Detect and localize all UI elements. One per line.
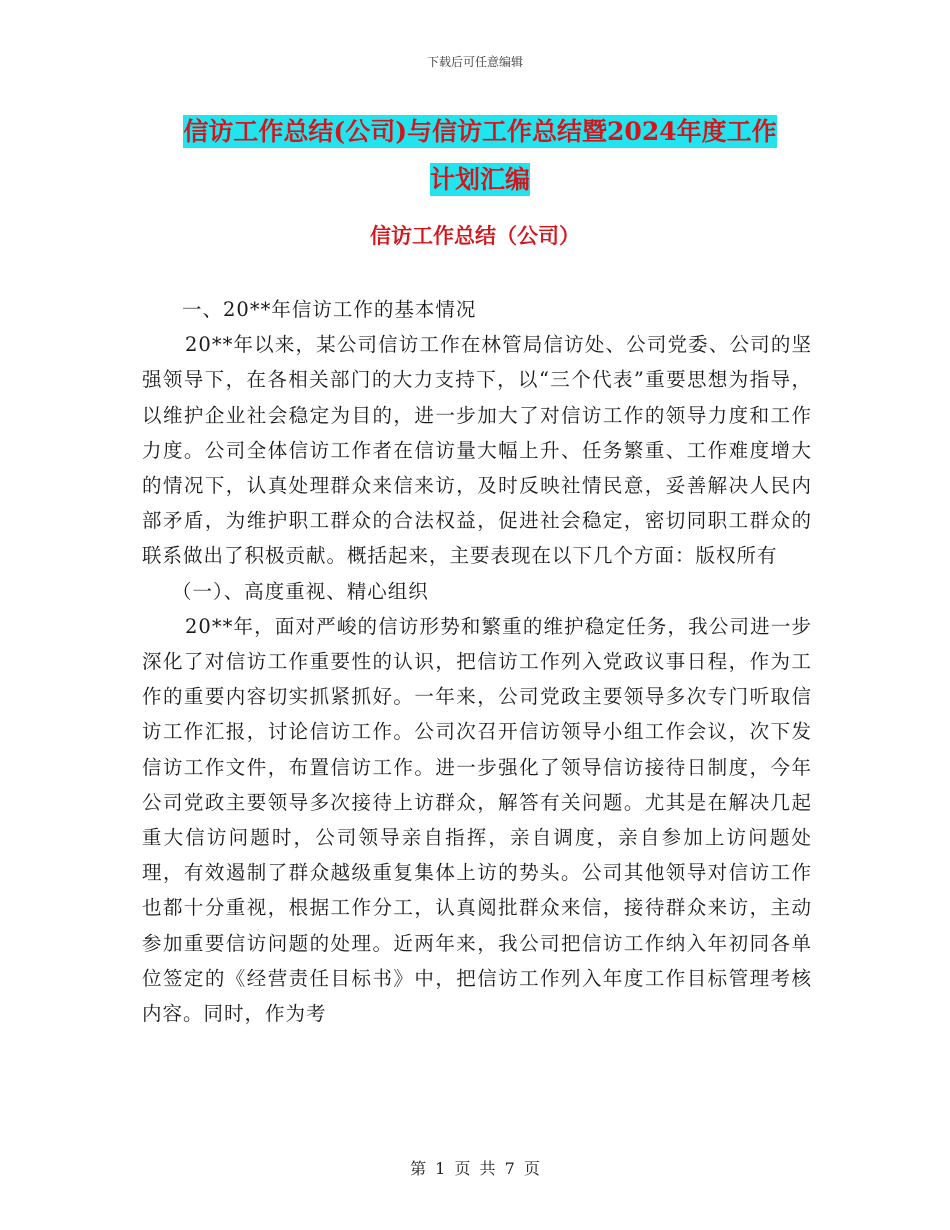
section-title: 信访工作总结（公司） bbox=[370, 223, 580, 248]
paragraph-organization: 20**年，面对严峻的信访形势和繁重的维护稳定任务，我公司进一步深化了对信访工作重要性的认识，把信访工作列入党政议事日程，作为工作的重要内容切实抓紧抓好。一年来，公司党政主要领导多次专门听取信访工作汇报，讨论信访工作。公司次召开信访领导小组工作会议，次下发信访工作文件，布置信访工作。进一步强化了领导信访接待日制度，今年公司党政主要领导多次接待上访群众，解答有关问题。尤其是在解决几起重大信访问题时，公司领导亲自指挥，亲自调度，亲自参加上访问题处理，有效遏制了群众越级重复集体上访的势头。公司其他领导对信访工作也都十分重视，根据工作分工，认真阅批群众来信，接待群众来访，主动参加重要信访问题的处理。近两年来，我公司把信访工作纳入年初同各单位签定的《经营责任目标书》中，把信访工作列入年度工作目标管理考核内容。同时，作为考 bbox=[142, 614, 812, 1026]
document-title-line1: 信访工作总结(公司)与信访工作总结暨2024年度工作 bbox=[183, 117, 777, 146]
header-note: 下载后可任意编辑 bbox=[426, 55, 523, 69]
page-number-footer: 第 1 页 共 7 页 bbox=[410, 1159, 540, 1178]
document-title bbox=[130, 108, 830, 204]
paragraph-overview: 20**年以来，某公司信访工作在林管局信访处、公司党委、公司的坚强领导下，在各相关部门的大力支持下，以“三个代表”重要思想为指导，以维护企业社会稳定为目的，进一步加大了对信访工作的领导力度和工作力度。公司全体信访工作者在信访量大幅上升、任务繁重、工作难度增大的情况下，认真处理群众来信来访，及时反映社情民意，妥善解决人民内部矛盾，为维护职工群众的合法权益，促进社会稳定，密切同职工群众的联系做出了积极贡献。概括起来，主要表现在以下几个方面：版权所有 bbox=[142, 333, 812, 568]
document-title-line2: 计划汇编 bbox=[429, 165, 530, 194]
heading-basic-situation: 一、20**年信访工作的基本情况 bbox=[182, 298, 477, 321]
heading-organization: （一）、高度重视、精心组织 bbox=[172, 579, 429, 603]
body-text bbox=[142, 292, 812, 1031]
